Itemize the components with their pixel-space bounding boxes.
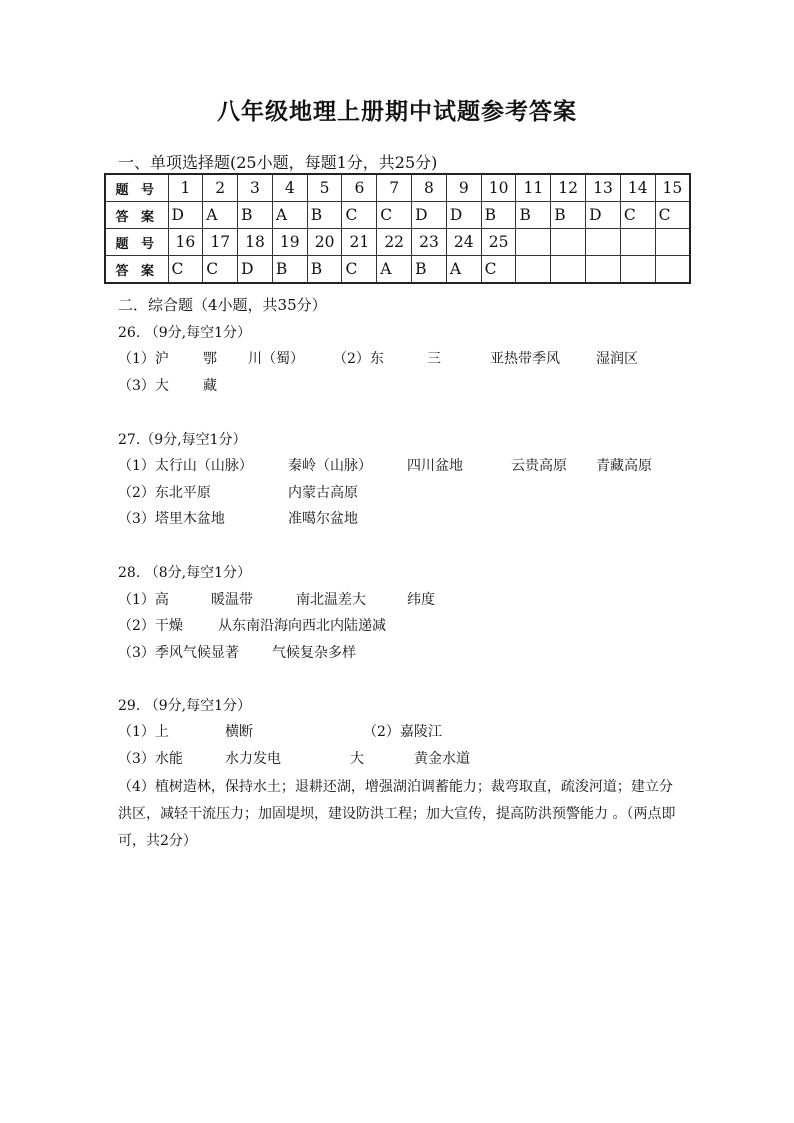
q26-line2 <box>0 375 794 395</box>
answer: 内蒙古高原 <box>288 485 358 501</box>
answer: （2）东 <box>333 351 384 367</box>
answer: 气候复杂多样 <box>272 645 356 661</box>
answer: 鄂 <box>203 351 217 367</box>
answer: 云贵高原 <box>511 458 567 474</box>
answer: （1）太行山（山脉） <box>118 458 253 474</box>
answer: （1）高 <box>118 592 169 608</box>
row-label-question: 题 号 <box>105 229 168 256</box>
q26-line1 <box>0 348 794 368</box>
section1-heading: 一、单项选择题(25小题，每题1分，共25分) <box>118 153 438 172</box>
question-number-cell: 12 <box>551 174 586 202</box>
answer-letter-cell: B <box>481 202 516 229</box>
q28-heading: 28. （8分,每空1分） <box>118 565 251 581</box>
question-number-cell <box>551 229 586 256</box>
row-label-answer: 答 案 <box>105 202 168 229</box>
answer-letter-cell <box>551 256 586 284</box>
answer-letter-cell: A <box>377 256 412 284</box>
answer: 暖温带 <box>211 592 253 608</box>
answer-row <box>105 202 690 229</box>
answer-letter-cell: C <box>481 256 516 284</box>
answer-letter-cell: C <box>342 256 377 284</box>
answer: 黄金水道 <box>414 751 470 767</box>
answer: （3）季风气候显著 <box>118 645 239 661</box>
answer: 川（蜀） <box>248 351 304 367</box>
answer: 横断 <box>225 724 253 740</box>
answer: （3）塔里木盆地 <box>118 511 225 527</box>
answer-letter-cell: A <box>272 202 307 229</box>
answer: 纬度 <box>407 592 435 608</box>
answer-letter-cell: D <box>168 202 203 229</box>
answer: （3）水能 <box>118 751 183 767</box>
answer-letter-cell: D <box>238 256 273 284</box>
page-title: 八年级地理上册期中试题参考答案 <box>217 98 577 125</box>
question-number-cell: 7 <box>377 174 412 202</box>
answer-letter-cell <box>516 256 551 284</box>
q29-heading: 29. （9分,每空1分） <box>118 698 251 714</box>
question-number-cell: 16 <box>168 229 203 256</box>
q29-line2 <box>0 748 794 768</box>
question-number-cell: 2 <box>203 174 238 202</box>
question-number-cell: 4 <box>272 174 307 202</box>
question-number-cell: 20 <box>307 229 342 256</box>
question-number-cell: 3 <box>238 174 273 202</box>
question-number-cell: 17 <box>203 229 238 256</box>
answer: （1）上 <box>118 724 169 740</box>
q26-heading: 26. （9分,每空1分） <box>118 325 251 341</box>
answer-row <box>105 256 690 284</box>
question-number-cell: 13 <box>586 174 621 202</box>
answer: 四川盆地 <box>407 458 463 474</box>
q27-line3 <box>0 508 794 528</box>
row-label-question: 题 号 <box>105 174 168 202</box>
answer: 南北温差大 <box>296 592 366 608</box>
answer-letter-cell: C <box>342 202 377 229</box>
answer: 青藏高原 <box>596 458 652 474</box>
question-number-cell <box>516 229 551 256</box>
answer: 三 <box>427 351 441 367</box>
answer-letter-cell <box>586 256 621 284</box>
q29-line1 <box>0 721 794 741</box>
answer-table <box>104 173 691 284</box>
question-number-cell: 1 <box>168 174 203 202</box>
answer-letter-cell: C <box>620 202 655 229</box>
q28-line3 <box>0 642 794 662</box>
answer-letter-cell: C <box>203 256 238 284</box>
q27-line2 <box>0 482 794 502</box>
answer: 湿润区 <box>596 351 638 367</box>
q27-heading: 27.（9分,每空1分） <box>118 432 247 448</box>
answer: （2）东北平原 <box>118 485 211 501</box>
answer: 大 <box>350 751 364 767</box>
question-number-cell: 15 <box>655 174 690 202</box>
row-label-answer: 答 案 <box>105 256 168 284</box>
answer-letter-cell: B <box>307 202 342 229</box>
answer-letter-cell: B <box>412 256 447 284</box>
answer: （2）嘉陵江 <box>363 724 442 740</box>
answer-letter-cell <box>655 256 690 284</box>
answer-letter-cell: D <box>412 202 447 229</box>
answer-letter-cell: B <box>307 256 342 284</box>
question-number-cell: 14 <box>620 174 655 202</box>
answer: 藏 <box>203 378 217 394</box>
question-number-row <box>105 229 690 256</box>
question-number-cell <box>655 229 690 256</box>
question-number-cell: 22 <box>377 229 412 256</box>
question-number-cell: 19 <box>272 229 307 256</box>
q28-line2 <box>0 615 794 635</box>
answer: （2）干燥 <box>118 618 183 634</box>
question-number-cell: 23 <box>412 229 447 256</box>
question-number-cell: 25 <box>481 229 516 256</box>
answer-letter-cell: C <box>168 256 203 284</box>
answer: 亚热带季风 <box>490 351 560 367</box>
answer: 秦岭（山脉） <box>288 458 372 474</box>
question-number-row <box>105 174 690 202</box>
answer: （3）大 <box>118 378 169 394</box>
answer-letter-cell: B <box>272 256 307 284</box>
q28-line1 <box>0 589 794 609</box>
question-number-cell: 21 <box>342 229 377 256</box>
answer-letter-cell: A <box>203 202 238 229</box>
answer: 从东南沿海向西北内陆递减 <box>218 618 386 634</box>
answer-letter-cell: B <box>238 202 273 229</box>
answer-letter-cell: A <box>446 256 481 284</box>
answer-letter-cell: C <box>377 202 412 229</box>
question-number-cell: 10 <box>481 174 516 202</box>
answer-letter-cell <box>620 256 655 284</box>
answer: 准噶尔盆地 <box>288 511 358 527</box>
answer-letter-cell: B <box>551 202 586 229</box>
question-number-cell: 11 <box>516 174 551 202</box>
question-number-cell <box>586 229 621 256</box>
answer-letter-cell: B <box>516 202 551 229</box>
answer-letter-cell: D <box>586 202 621 229</box>
question-number-cell: 24 <box>446 229 481 256</box>
answer-letter-cell: C <box>655 202 690 229</box>
answer-letter-cell: D <box>446 202 481 229</box>
q27-line1 <box>0 455 794 475</box>
answer: （1）沪 <box>118 351 169 367</box>
question-number-cell: 8 <box>412 174 447 202</box>
question-number-cell: 9 <box>446 174 481 202</box>
question-number-cell: 6 <box>342 174 377 202</box>
question-number-cell: 18 <box>238 229 273 256</box>
q29-answer-4: （4）植树造林，保持水土；退耕还湖，增强湖泊调蓄能力；裁弯取直，疏浚河道；建立分洪区，减轻干流压力；加固堤坝，建设防洪工程；加大宣传，提高防洪预警能力 。（两点即可，共2分） <box>118 779 676 849</box>
question-number-cell: 5 <box>307 174 342 202</box>
answer: 水力发电 <box>225 751 281 767</box>
section2-heading: 二．综合题（4小题，共35分） <box>118 296 327 314</box>
question-number-cell <box>620 229 655 256</box>
